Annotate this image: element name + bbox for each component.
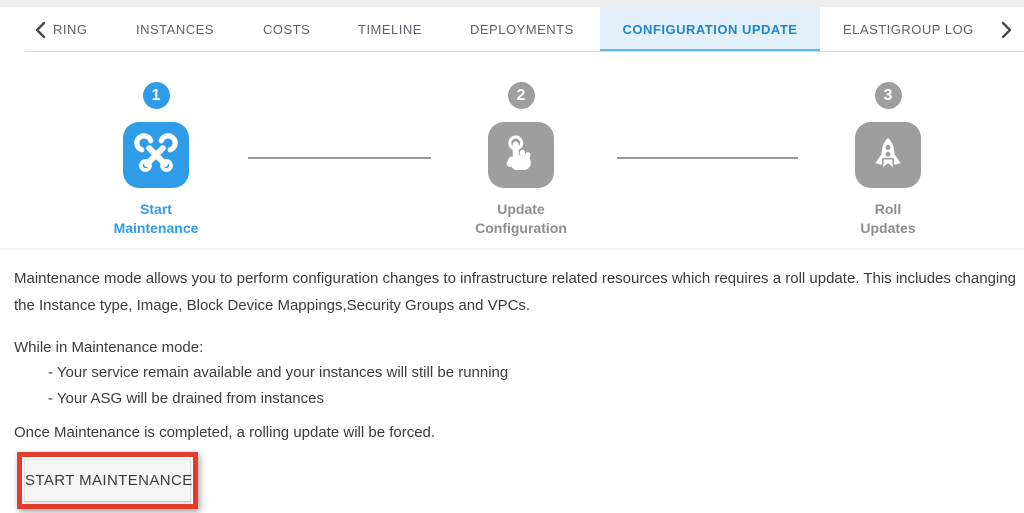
top-strip (0, 0, 1024, 7)
tab-elastigroup-log[interactable]: ELASTIGROUP LOG (843, 22, 974, 37)
tab-instances[interactable]: INSTANCES (136, 22, 214, 37)
tab-costs[interactable]: COSTS (263, 22, 311, 37)
section-divider (0, 248, 1024, 250)
step-label: Start Maintenance (113, 201, 199, 236)
maintenance-bullet-1: - Your service remain available and your instances will still be running (48, 364, 509, 381)
step-number-badge: 1 (143, 82, 170, 109)
chevron-right-icon[interactable] (999, 7, 1013, 52)
tap-hand-icon (488, 122, 554, 188)
maintenance-description: Maintenance mode allows you to perform configuration changes to infrastructure related resources which requires a roll update. This includes changing the Instance type, Image, Block Device Mappings,Security Groups and VPCs. (14, 270, 1016, 314)
step-label: Roll Updates (860, 201, 916, 236)
while-maintenance-heading: While in Maintenance mode: (14, 339, 204, 356)
tools-icon (123, 122, 189, 188)
chevron-left-icon[interactable] (34, 7, 48, 52)
step-number-badge: 2 (508, 82, 535, 109)
step-label: Update Configuration (475, 201, 567, 236)
tab-configuration-update[interactable]: CONFIGURATION UPDATE (600, 7, 820, 52)
tab-deployments[interactable]: DEPLOYMENTS (470, 22, 574, 37)
wizard-step-start-maintenance (76, 82, 236, 238)
rolling-update-note: Once Maintenance is completed, a rolling update will be forced. (14, 424, 436, 441)
step-connector-2 (617, 157, 798, 159)
rocket-icon (855, 122, 921, 188)
tab-bar (0, 7, 1024, 52)
tab-timeline[interactable]: TIMELINE (358, 22, 422, 37)
wizard-step-roll-updates (808, 82, 968, 238)
step-connector-1 (248, 157, 431, 159)
annotation-highlight-box (17, 452, 198, 509)
maintenance-bullet-2: - Your ASG will be drained from instances (48, 390, 324, 407)
tabbar-divider (25, 51, 1024, 52)
wizard-step-update-configuration (441, 82, 601, 238)
start-maintenance-button[interactable]: START MAINTENANCE (24, 459, 191, 502)
tab-monitoring-clipped[interactable]: RING (53, 22, 88, 37)
step-number-badge: 3 (875, 82, 902, 109)
wizard-steps (0, 82, 1024, 240)
